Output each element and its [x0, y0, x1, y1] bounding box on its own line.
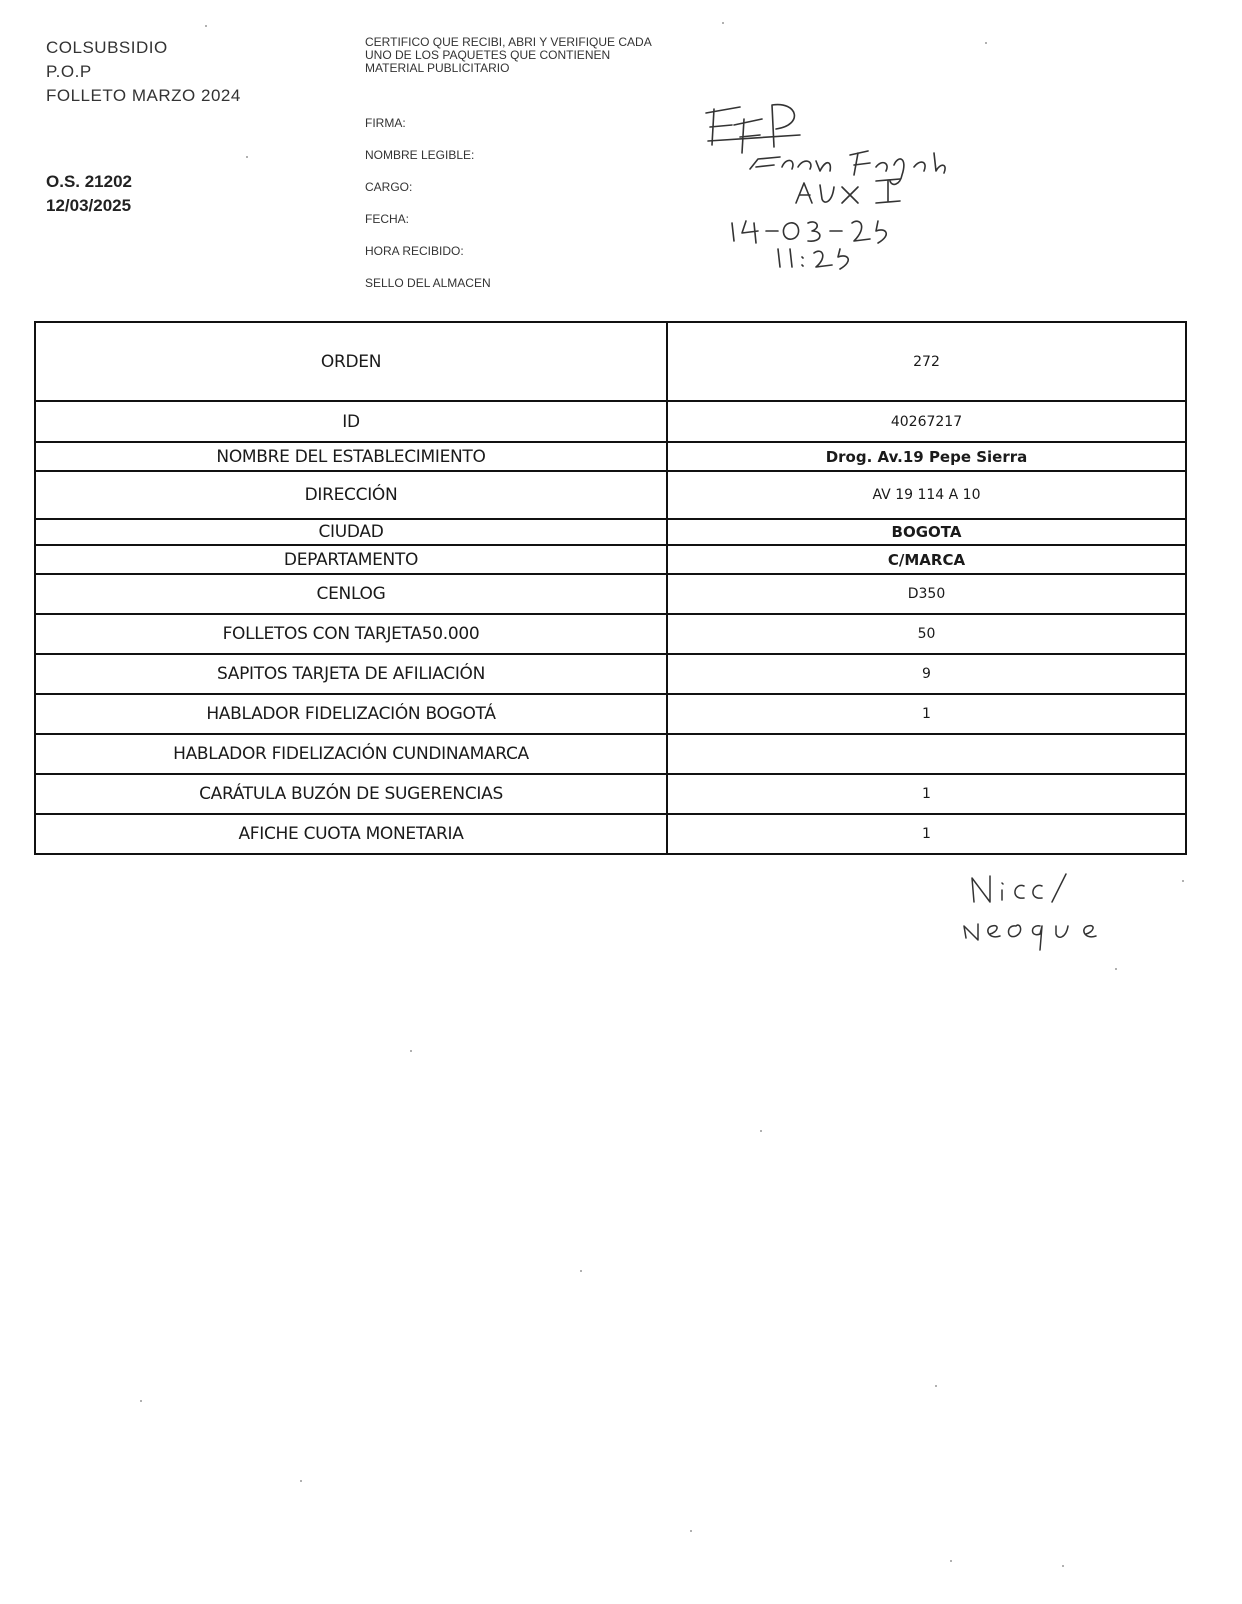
- row-value: AV 19 114 A 10: [667, 471, 1186, 519]
- row-label: NOMBRE DEL ESTABLECIMIENTO: [35, 442, 667, 471]
- handwritten-signature: [700, 95, 960, 275]
- row-value: 1: [667, 774, 1186, 814]
- field-hora: HORA RECIBIDO:: [365, 244, 464, 258]
- table-row: [35, 471, 1186, 519]
- row-label: CENLOG: [35, 574, 667, 614]
- certification-text: CERTIFICO QUE RECIBI, ABRI Y VERIFIQUE CADA UNO DE LOS PAQUETES QUE CONTIENEN MATERIAL PUBLICITARIO: [365, 35, 652, 75]
- os-number: O.S. 21202: [46, 172, 133, 191]
- row-value: BOGOTA: [667, 519, 1186, 545]
- row-value: 9: [667, 654, 1186, 694]
- field-fecha: FECHA:: [365, 212, 410, 226]
- field-cargo: CARGO:: [365, 180, 413, 194]
- scan-speck: [722, 22, 724, 24]
- table-row: [35, 401, 1186, 442]
- scan-speck: [690, 1530, 692, 1532]
- table-row: [35, 654, 1186, 694]
- scan-speck: [580, 1270, 582, 1272]
- row-label: HABLADOR FIDELIZACIÓN CUNDINAMARCA: [35, 734, 667, 774]
- table-row: [35, 519, 1186, 545]
- handwritten-note: [960, 872, 1140, 972]
- table-row: [35, 574, 1186, 614]
- row-label: DIRECCIÓN: [35, 471, 667, 519]
- scan-speck: [1115, 968, 1117, 970]
- scan-speck: [950, 1560, 952, 1562]
- row-value: C/MARCA: [667, 545, 1186, 574]
- material-table: [34, 321, 1187, 855]
- row-label: HABLADOR FIDELIZACIÓN BOGOTÁ: [35, 694, 667, 734]
- row-value: 50: [667, 614, 1186, 654]
- scan-speck: [1182, 880, 1184, 882]
- field-sello: SELLO DEL ALMACEN: [365, 276, 491, 290]
- row-label: CARÁTULA BUZÓN DE SUGERENCIAS: [35, 774, 667, 814]
- company-header: [46, 36, 241, 108]
- row-value: Drog. Av.19 Pepe Sierra: [667, 442, 1186, 471]
- table-row: [35, 545, 1186, 574]
- scan-speck: [246, 156, 248, 158]
- table-row: [35, 734, 1186, 774]
- order-block: [46, 170, 132, 218]
- table-row: [35, 442, 1186, 471]
- table-row: [35, 614, 1186, 654]
- scan-speck: [205, 25, 207, 27]
- row-label: ID: [35, 401, 667, 442]
- row-label: AFICHE CUOTA MONETARIA: [35, 814, 667, 854]
- table-row: [35, 694, 1186, 734]
- table-row: [35, 322, 1186, 401]
- field-firma: FIRMA:: [365, 116, 406, 130]
- row-label: ORDEN: [35, 322, 667, 401]
- folleto-title: FOLLETO MARZO 2024: [46, 86, 241, 105]
- signature-fields: [365, 116, 491, 308]
- table-row: [35, 814, 1186, 854]
- row-label: CIUDAD: [35, 519, 667, 545]
- os-date: 12/03/2025: [46, 196, 132, 215]
- pop-label: P.O.P: [46, 62, 92, 81]
- scan-speck: [300, 1480, 302, 1482]
- row-value: 1: [667, 694, 1186, 734]
- row-label: DEPARTAMENTO: [35, 545, 667, 574]
- row-value: 40267217: [667, 401, 1186, 442]
- field-nombre: NOMBRE LEGIBLE:: [365, 148, 475, 162]
- row-value: D350: [667, 574, 1186, 614]
- scan-speck: [760, 1130, 762, 1132]
- scan-speck: [140, 1400, 142, 1402]
- scan-speck: [935, 1385, 937, 1387]
- row-value: [667, 734, 1186, 774]
- table-row: [35, 774, 1186, 814]
- row-label: SAPITOS TARJETA DE AFILIACIÓN: [35, 654, 667, 694]
- row-label: FOLLETOS CON TARJETA50.000: [35, 614, 667, 654]
- row-value: 1: [667, 814, 1186, 854]
- scan-speck: [985, 42, 987, 44]
- scan-speck: [410, 1050, 412, 1052]
- row-value: 272: [667, 322, 1186, 401]
- company-name: COLSUBSIDIO: [46, 38, 168, 57]
- scan-speck: [1062, 1565, 1064, 1567]
